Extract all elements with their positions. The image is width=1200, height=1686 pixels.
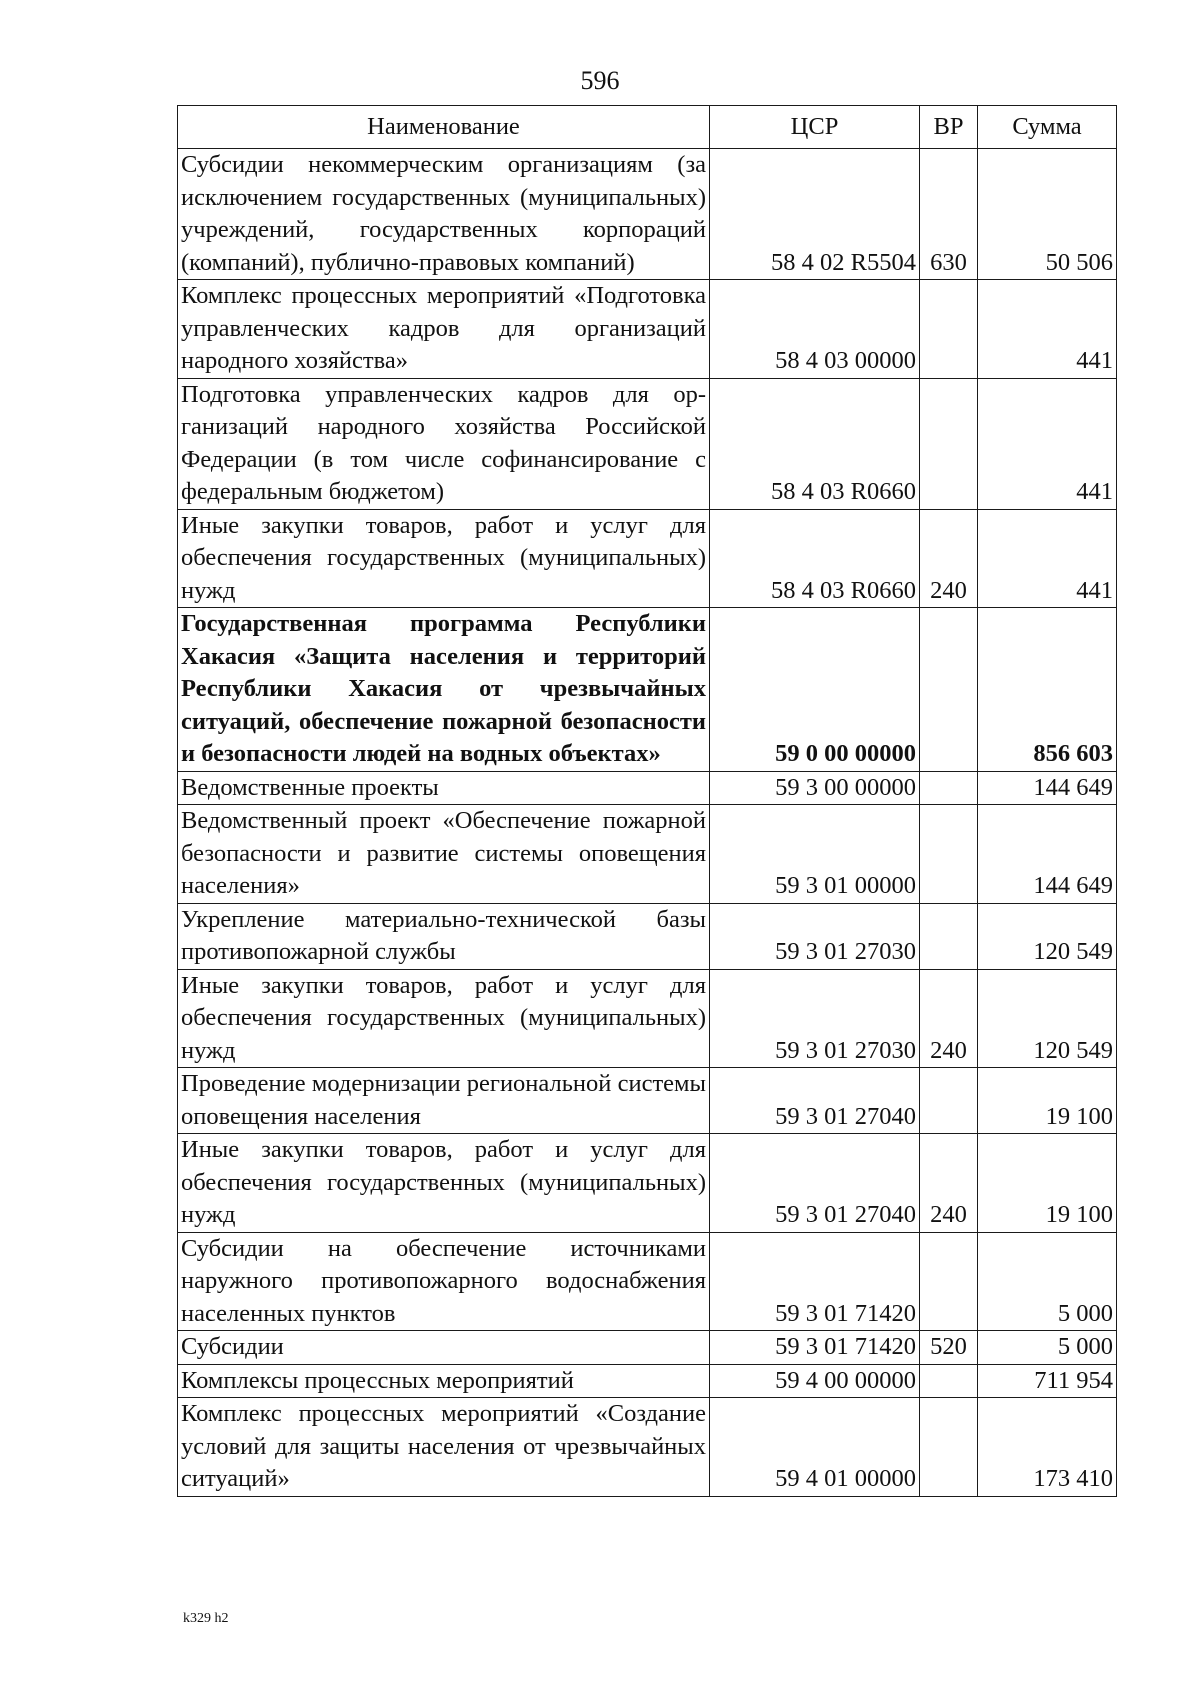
table-row (178, 903, 1117, 969)
cell-sum: 173 410 (978, 1398, 1117, 1497)
cell-name: Иные закупки товаров, работ и услуг для обеспечения государственных (муниципальных) нужд (178, 1134, 710, 1233)
header-csr: ЦСР (710, 106, 920, 149)
cell-name: Государственная программа Республики Хакасия «Защита населения и территорий Республики Хакасия от чрезвычайных ситуаций, обеспечение пожарной безопасности и безопасности людей на водных объектах» (178, 608, 710, 772)
cell-csr: 59 3 01 71420 (710, 1232, 920, 1331)
cell-sum: 441 (978, 509, 1117, 608)
cell-vr: 240 (920, 509, 978, 608)
table-body (178, 149, 1117, 1497)
table-row (178, 1364, 1117, 1398)
cell-sum: 441 (978, 280, 1117, 379)
cell-csr: 59 4 00 00000 (710, 1364, 920, 1398)
cell-csr: 59 3 01 00000 (710, 805, 920, 904)
cell-name: Комплекс процессных мероприятий «Создание условий для защиты населения от чрезвычайных ситуаций» (178, 1398, 710, 1497)
cell-vr (920, 903, 978, 969)
header-name: Наименование (178, 106, 710, 149)
cell-sum: 711 954 (978, 1364, 1117, 1398)
page-number: 596 (580, 66, 620, 95)
cell-csr: 58 4 02 R5504 (710, 149, 920, 280)
cell-csr: 59 3 00 00000 (710, 771, 920, 805)
table-row (178, 378, 1117, 509)
table-row (178, 969, 1117, 1068)
table-row (178, 805, 1117, 904)
table-row (178, 608, 1117, 772)
cell-sum: 120 549 (978, 903, 1117, 969)
cell-name: Подготовка управленческих кадров для организаций народного хозяйства Российской Федерации (в том числе софинансирование с федеральным бюджетом) (178, 378, 710, 509)
cell-name: Комплекс процессных мероприятий «Подготовка управленческих кадров для организаций народного хозяйства» (178, 280, 710, 379)
cell-vr (920, 280, 978, 379)
cell-name: Проведение модернизации региональной системы оповещения населения (178, 1068, 710, 1134)
cell-sum: 19 100 (978, 1134, 1117, 1233)
cell-sum: 5 000 (978, 1232, 1117, 1331)
cell-vr: 240 (920, 1134, 978, 1233)
cell-vr (920, 1232, 978, 1331)
table-row (178, 149, 1117, 280)
cell-csr: 59 0 00 00000 (710, 608, 920, 772)
cell-csr: 59 3 01 27030 (710, 969, 920, 1068)
table-row (178, 1134, 1117, 1233)
cell-sum: 856 603 (978, 608, 1117, 772)
cell-name: Иные закупки товаров, работ и услуг для обеспечения государственных (муниципальных) нужд (178, 969, 710, 1068)
cell-name: Комплексы процессных мероприятий (178, 1364, 710, 1398)
cell-name: Субсидии некоммерческим организациям (за исключением государственных (муниципальных) учреждений, государственных корпораций (компаний), публично-правовых компаний) (178, 149, 710, 280)
table-row (178, 1232, 1117, 1331)
cell-csr: 59 3 01 27030 (710, 903, 920, 969)
cell-csr: 59 3 01 27040 (710, 1068, 920, 1134)
cell-csr: 58 4 03 R0660 (710, 509, 920, 608)
cell-csr: 59 3 01 27040 (710, 1134, 920, 1233)
cell-sum: 144 649 (978, 805, 1117, 904)
cell-sum: 50 506 (978, 149, 1117, 280)
table-row (178, 280, 1117, 379)
budget-table (177, 105, 1117, 1497)
header-sum: Сумма (978, 106, 1117, 149)
cell-vr (920, 1364, 978, 1398)
cell-sum: 19 100 (978, 1068, 1117, 1134)
cell-sum: 441 (978, 378, 1117, 509)
cell-sum: 120 549 (978, 969, 1117, 1068)
cell-sum: 144 649 (978, 771, 1117, 805)
table-row (178, 1398, 1117, 1497)
table-row (178, 771, 1117, 805)
cell-name: Ведомственные проекты (178, 771, 710, 805)
cell-vr (920, 378, 978, 509)
table-row (178, 1068, 1117, 1134)
table-row (178, 1331, 1117, 1365)
cell-name: Субсидии на обеспечение источниками наружного противопожарного водоснабжения населенных пунктов (178, 1232, 710, 1331)
cell-name: Субсидии (178, 1331, 710, 1365)
cell-vr (920, 771, 978, 805)
cell-vr (920, 1398, 978, 1497)
cell-csr: 58 4 03 R0660 (710, 378, 920, 509)
cell-csr: 59 4 01 00000 (710, 1398, 920, 1497)
cell-sum: 5 000 (978, 1331, 1117, 1365)
cell-csr: 59 3 01 71420 (710, 1331, 920, 1365)
header-vr: ВР (920, 106, 978, 149)
cell-name: Ведомственный проект «Обеспечение пожарной безопасности и развитие системы оповещения населения» (178, 805, 710, 904)
cell-name: Укрепление материально-технической базы противопожарной службы (178, 903, 710, 969)
table-row (178, 509, 1117, 608)
cell-vr (920, 608, 978, 772)
cell-vr: 630 (920, 149, 978, 280)
footer-code: k329 h2 (183, 1611, 229, 1626)
cell-vr (920, 1068, 978, 1134)
table-header (178, 106, 1117, 149)
cell-name: Иные закупки товаров, работ и услуг для обеспечения государственных (муниципальных) нужд (178, 509, 710, 608)
cell-csr: 58 4 03 00000 (710, 280, 920, 379)
header-row (178, 106, 1117, 149)
cell-vr (920, 805, 978, 904)
cell-vr: 240 (920, 969, 978, 1068)
cell-vr: 520 (920, 1331, 978, 1365)
